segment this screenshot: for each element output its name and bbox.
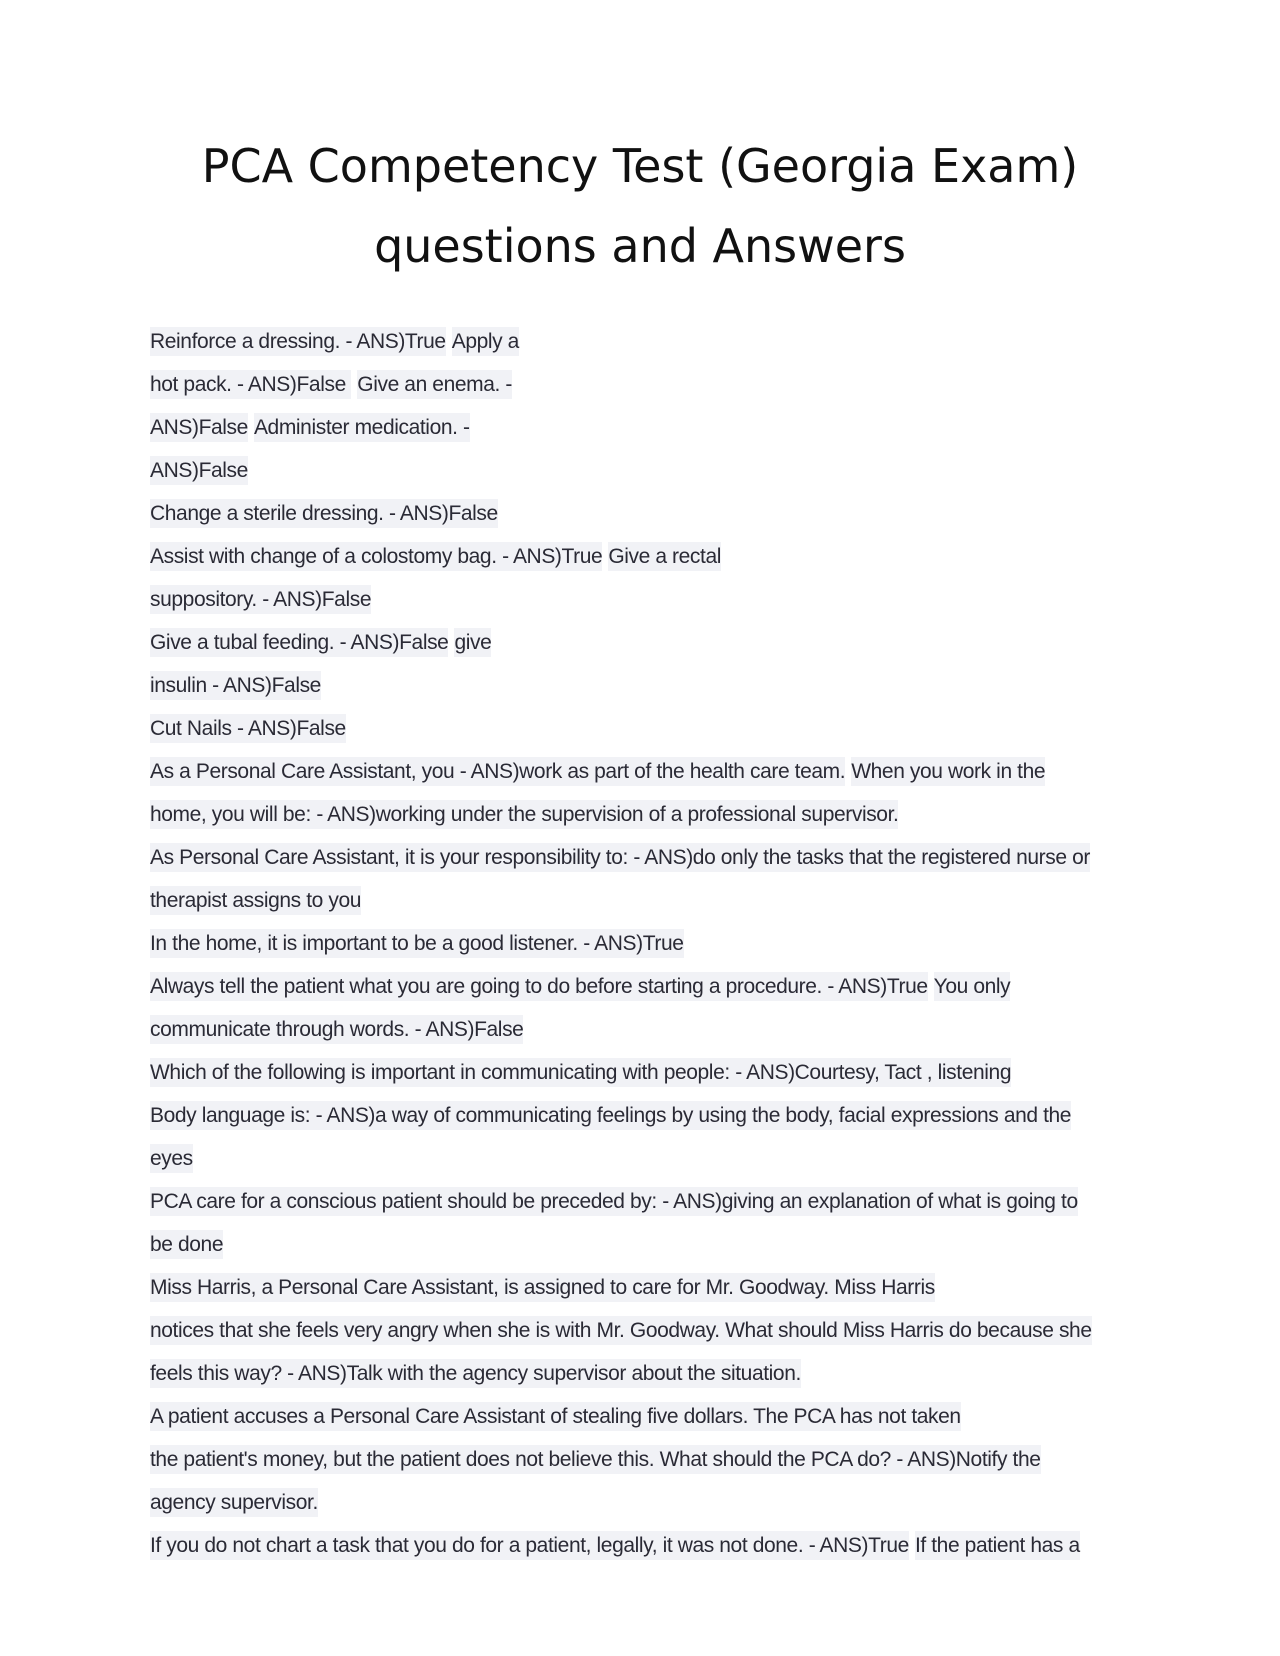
text-line (150, 707, 1140, 750)
text-line (150, 1137, 1140, 1180)
text-segment: Reinforce a dressing. - ANS)True (150, 327, 446, 356)
text-line (150, 621, 1140, 664)
text-segment: hot pack. - ANS)False (150, 370, 351, 399)
text-segment: Assist with change of a colostomy bag. - ANS)True (150, 542, 602, 571)
text-segment: Always tell the patient what you are going to do before starting a procedure. - ANS)True (150, 972, 928, 1001)
text-line (150, 1223, 1140, 1266)
text-line (150, 664, 1140, 707)
page-title (0, 126, 1280, 286)
text-line (150, 1309, 1140, 1352)
text-line (150, 578, 1140, 621)
text-segment: agency supervisor. (150, 1488, 318, 1517)
text-line (150, 1094, 1140, 1137)
text-segment: Cut Nails - ANS)False (150, 714, 346, 743)
text-segment: Body language is: - ANS)a way of communicating feelings by using the body, facial expressions and the (150, 1101, 1071, 1130)
text-segment: As a Personal Care Assistant, you - ANS)work as part of the health care team. (150, 757, 845, 786)
text-segment: Change a sterile dressing. - ANS)False (150, 499, 498, 528)
text-segment: As Personal Care Assistant, it is your responsibility to: - ANS)do only the tasks that the registered nurse or (150, 843, 1090, 872)
text-line (150, 535, 1140, 578)
text-segment: ANS)False (150, 456, 248, 485)
text-segment: ANS)False (150, 413, 248, 442)
text-line (150, 965, 1140, 1008)
text-line (150, 1008, 1140, 1051)
text-segment: A patient accuses a Personal Care Assistant of stealing five dollars. The PCA has not taken (150, 1402, 961, 1431)
text-line (150, 363, 1140, 406)
text-segment: feels this way? - ANS)Talk with the agency supervisor about the situation. (150, 1359, 801, 1388)
text-line (150, 1352, 1140, 1395)
text-line (150, 922, 1140, 965)
text-segment: Give an enema. - (357, 370, 512, 399)
text-segment: You only (934, 972, 1011, 1001)
text-line (150, 1395, 1140, 1438)
text-segment: eyes (150, 1144, 193, 1173)
text-segment: When you work in the (851, 757, 1045, 786)
text-line (150, 879, 1140, 922)
text-line (150, 836, 1140, 879)
text-segment: In the home, it is important to be a good listener. - ANS)True (150, 929, 684, 958)
text-segment: If the patient has a (915, 1531, 1080, 1560)
text-segment: insulin - ANS)False (150, 671, 321, 700)
text-line (150, 320, 1140, 363)
text-segment: give (454, 628, 491, 657)
text-segment: the patient's money, but the patient does not believe this. What should the PCA do? - ANS)Notify the (150, 1445, 1041, 1474)
text-segment: Administer medication. - (254, 413, 470, 442)
text-segment: Give a tubal feeding. - ANS)False (150, 628, 448, 657)
text-line (150, 1524, 1140, 1567)
text-line (150, 1180, 1140, 1223)
text-line (150, 1051, 1140, 1094)
text-segment: Miss Harris, a Personal Care Assistant, is assigned to care for Mr. Goodway. Miss Harris (150, 1273, 935, 1302)
text-line (150, 1266, 1140, 1309)
text-segment: suppository. - ANS)False (150, 585, 371, 614)
page-title-line-2: questions and Answers (374, 219, 906, 273)
text-segment: communicate through words. - ANS)False (150, 1015, 523, 1044)
text-line (150, 1438, 1140, 1481)
text-segment: PCA care for a conscious patient should be preceded by: - ANS)giving an explanation of what is going to (150, 1187, 1078, 1216)
document-body (150, 320, 1140, 1567)
text-segment: be done (150, 1230, 223, 1259)
text-line (150, 1481, 1140, 1524)
text-segment: Give a rectal (608, 542, 721, 571)
text-segment: home, you will be: - ANS)working under the supervision of a professional supervisor. (150, 800, 898, 829)
text-line (150, 750, 1140, 793)
text-segment: Apply a (452, 327, 519, 356)
page-title-line-1: PCA Competency Test (Georgia Exam) (201, 139, 1079, 193)
text-segment: notices that she feels very angry when she is with Mr. Goodway. What should Miss Harris do because she (150, 1316, 1092, 1345)
text-segment: If you do not chart a task that you do for a patient, legally, it was not done. - ANS)True (150, 1531, 909, 1560)
text-line (150, 793, 1140, 836)
text-line (150, 406, 1140, 449)
text-line (150, 449, 1140, 492)
text-line (150, 492, 1140, 535)
text-segment: therapist assigns to you (150, 886, 361, 915)
text-segment: Which of the following is important in communicating with people: - ANS)Courtesy, Tact , listening (150, 1058, 1011, 1087)
